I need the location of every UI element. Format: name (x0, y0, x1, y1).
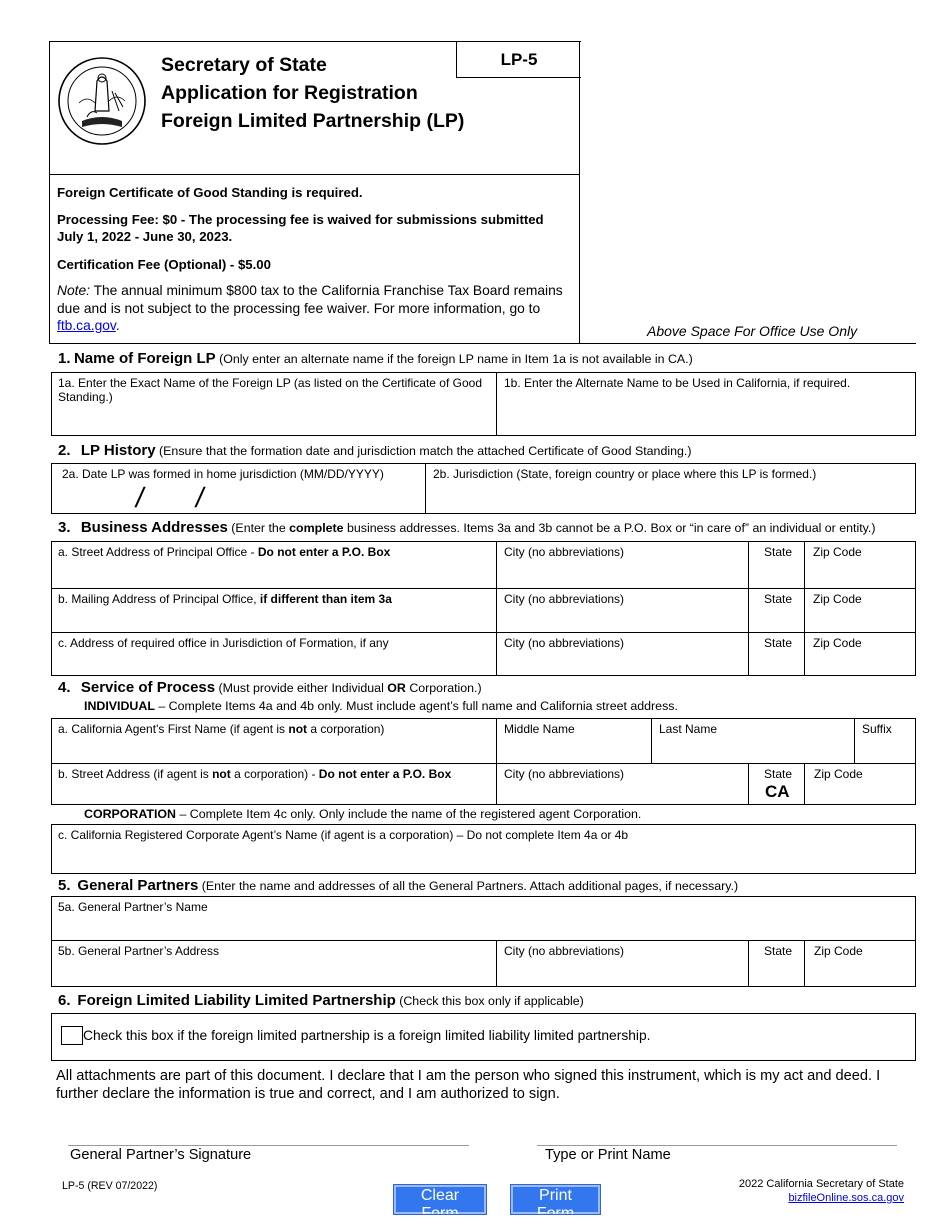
header-box (49, 41, 580, 344)
footer-credit: 2022 California Secretary of State bizfileOnline.sos.ca.gov (738, 1178, 904, 1204)
california-seal-icon (57, 51, 147, 151)
agent-state-value: CA (765, 782, 790, 801)
section-6-box (51, 1013, 916, 1061)
print-name-line[interactable] (537, 1145, 897, 1146)
section-2-heading: 2. LP History (Ensure that the formation date and jurisdiction match the attached Certificate of Good Standing.) (58, 442, 692, 459)
agent-first-name-field[interactable]: a. California Agent's First Name (if agent is not a corporation) (58, 722, 385, 736)
mailing-address-field[interactable]: b. Mailing Address of Principal Office, if different than item 3a (58, 592, 392, 606)
bizfile-link[interactable]: bizfileOnline.sos.ca.gov (788, 1192, 904, 1204)
clear-form-button[interactable]: Clear Form (394, 1185, 486, 1214)
section-1-heading: 1. Name of Foreign LP (Only enter an alternate name if the foreign LP name in Item 1a is not available in CA.) (58, 350, 693, 367)
print-form-button[interactable]: Print Form (511, 1185, 600, 1214)
form-title: Application for Registration (161, 82, 418, 104)
partner-address-field[interactable]: 5b. General Partner’s Address (58, 944, 219, 958)
section-3-heading: 3. Business Addresses (Enter the complete business addresses. Items 3a and 3b cannot be a P.O. Box or “in care of” an individual or entity.) (58, 519, 876, 536)
agent-middle-name-field[interactable]: Middle Name (504, 722, 575, 736)
partner-name-field[interactable]: 5a. General Partner’s Name (58, 900, 208, 914)
form-number-badge: LP-5 (456, 41, 581, 78)
individual-instructions: INDIVIDUAL – Complete Items 4a and 4b only. Must include agent’s full name and California street address. (84, 699, 678, 713)
section-5-heading: 5. General Partners (Enter the name and addresses of all the General Partners. Attach additional pages, if necessary.) (58, 877, 739, 894)
agency-title: Secretary of State (161, 54, 327, 76)
jurisdiction-office-field[interactable]: c. Address of required office in Jurisdiction of Formation, if any (58, 636, 389, 650)
section-4-individual-box: a. California Agent's First Name (if agent is not a corporation) Middle Name Last Name Suffix b. Street Address (if agent is not a corporation) - Do not enter a P.O. Box City (no abbreviations) State CA Zip Code (51, 718, 916, 805)
section-4-corporation-box (51, 824, 916, 874)
agent-suffix-field[interactable]: Suffix (862, 722, 892, 736)
section-1-box (51, 372, 916, 436)
processing-fee-note: Processing Fee: $0 - The processing fee is waived for submissions submitted July 1, 2022 - June 30, 2023. (57, 212, 544, 244)
office-use-label: Above Space For Office Use Only (647, 323, 858, 339)
principal-office-field[interactable]: a. Street Address of Principal Office - Do not enter a P.O. Box (58, 545, 391, 559)
agent-last-name-field[interactable]: Last Name (659, 722, 718, 736)
signature-line[interactable] (68, 1145, 469, 1146)
lp-name-field[interactable]: 1a. Enter the Exact Name of the Foreign LP (as listed on the Certificate of Good Standing.) (58, 376, 483, 404)
ftb-link[interactable]: ftb.ca.gov (57, 318, 116, 333)
corporate-agent-field[interactable]: c. California Registered Corporate Agent’s Name (if agent is a corporation) – Do not complete Item 4a or 4b (58, 828, 629, 842)
agent-street-field[interactable]: b. Street Address (if agent is not a corporation) - Do not enter a P.O. Box (58, 767, 452, 781)
formation-date-field[interactable]: 2a. Date LP was formed in home jurisdiction (MM/DD/YYYY) (62, 467, 384, 481)
form-revision: LP-5 (REV 07/2022) (62, 1180, 158, 1192)
signature-label: General Partner’s Signature (70, 1147, 252, 1163)
tax-note: Note: The annual minimum $800 tax to the California Franchise Tax Board remains due and is not subject to the processing fee waiver. For more information, go to ftb.ca.gov. (57, 283, 563, 333)
declaration-text: All attachments are part of this document. I declare that I am the person who signed this instrument, which is my act and deed. I further declare the information is true and correct, and I am authorized to sign. (56, 1068, 881, 1102)
section-2-box: 2a. Date LP was formed in home jurisdiction (MM/DD/YYYY) / / 2b. Jurisdiction (State, foreign country or place where this LP is formed.) (51, 463, 916, 514)
section-3-box: a. Street Address of Principal Office - Do not enter a P.O. Box City (no abbreviations) State Zip Code b. Mailing Address of Principal Office, if different than item 3a City (no abbreviations) State Zip Code c. Address of required office in Jurisdiction of Formation, if any City (no abbreviations) State Zip Code (51, 541, 916, 676)
section-4-heading: 4. Service of Process (Must provide either Individual OR Corporation.) (58, 679, 482, 696)
section-6-heading: 6. Foreign Limited Liability Limited Partnership (Check this box only if applicable) (58, 992, 584, 1009)
form-subtitle: Foreign Limited Partnership (LP) (161, 110, 465, 132)
corporation-instructions: CORPORATION – Complete Item 4c only. Only include the name of the registered agent Corporation. (84, 807, 642, 821)
jurisdiction-field[interactable]: 2b. Jurisdiction (State, foreign country or place where this LP is formed.) (433, 467, 817, 481)
certification-fee-note: Certification Fee (Optional) - $5.00 (57, 257, 271, 272)
llp-checkbox[interactable] (61, 1026, 83, 1045)
print-name-label: Type or Print Name (545, 1147, 671, 1163)
good-standing-note: Foreign Certificate of Good Standing is required. (57, 185, 363, 200)
llp-checkbox-label: Check this box if the foreign limited partnership is a foreign limited liability limited partnership. (83, 1028, 651, 1043)
section-5-box: 5a. General Partner’s Name 5b. General Partner’s Address City (no abbreviations) State Zip Code (51, 896, 916, 987)
alternate-name-field[interactable]: 1b. Enter the Alternate Name to be Used in California, if required. (504, 376, 851, 390)
